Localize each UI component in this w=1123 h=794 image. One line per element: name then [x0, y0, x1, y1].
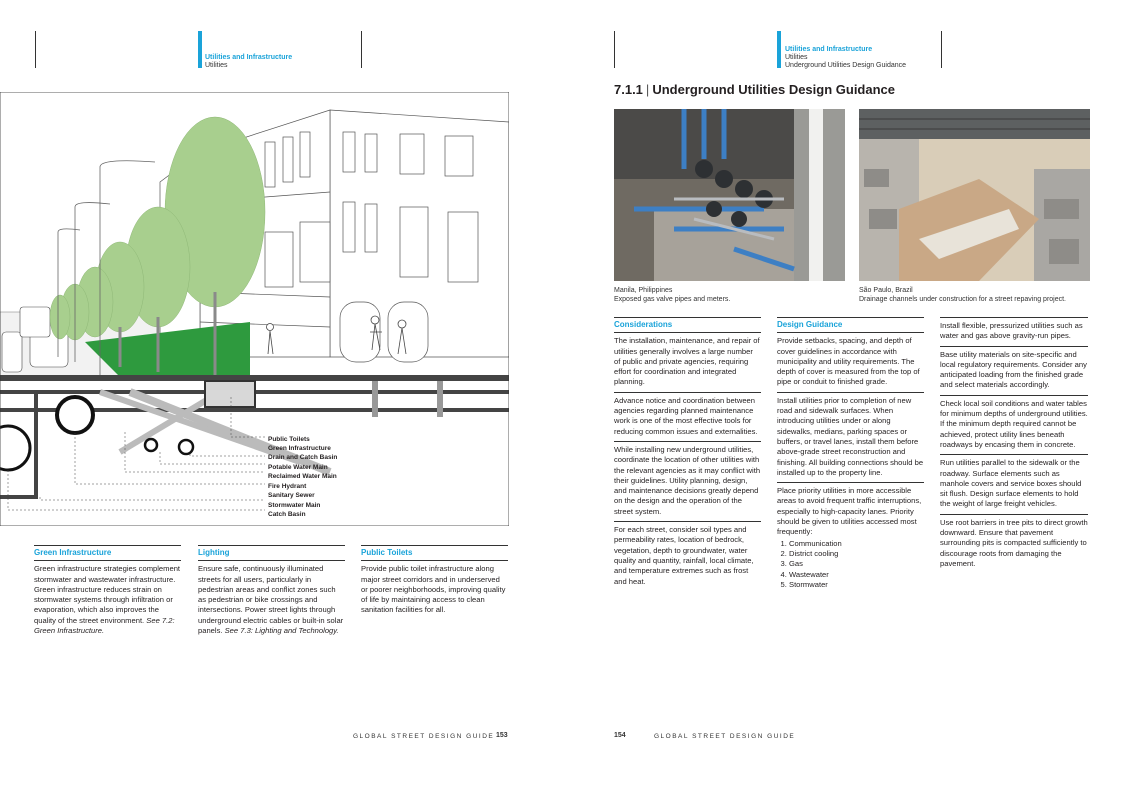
right-head-section: Utilities and Infrastructure [785, 46, 873, 53]
caption-location-sao-paulo: São Paulo, Brazil [859, 287, 913, 294]
guidance-paragraph: Install utilities prior to completion of new road and sidewalk surfaces. When introducing utilities under or along sidewalks, medians, parking spaces or buffers, or travel lanes, install them before above-grade street reconstruction and finishing. All building connections should be installed up to the property line. [777, 393, 924, 483]
legend-item-1: Green Infrastructure [268, 445, 331, 452]
guidance-paragraph: Use root barriers in tree pits to direct growth downward. Ensure that pavement surrounding pits is compacted sufficiently to discourage roots from damaging the pavement. [940, 517, 1088, 568]
text-public-toilets [361, 561, 508, 619]
left-head-subsection: Utilities [205, 62, 228, 69]
footer-left-text: GLOBAL STREET DESIGN GUIDE [353, 733, 495, 740]
body-lighting: Ensure safe, continuously illuminated streets for all users, particularly in pedestrian areas and conflict zones such as pedestrian or bike crossings and intersections. Power street lights through underground electric cables or built-in solar panels. [198, 564, 344, 636]
column-considerations [614, 317, 761, 591]
column-lighting [198, 545, 345, 640]
street-utilities-illustration [0, 92, 509, 526]
heading-lighting: Lighting [198, 545, 345, 561]
priority-utilities-list [777, 539, 924, 590]
considerations-paragraph: While installing new underground utilities, coordinate the location of other utilities with the relevant agencies as it may conflict with their guidelines. Utility planning, design, and maintenance decisions greatly depend on the design and the operation of the street system. [614, 442, 761, 522]
guidance-paragraph: Base utility materials on site-specific and local regulatory requirements. Consider any anticipated loading from the finished grade and select materials accordingly. [940, 347, 1088, 396]
legend-item-6: Sanitary Sewer [268, 492, 315, 499]
legend-item-2: Drain and Catch Basin [268, 454, 338, 461]
right-head-subsubsection: Underground Utilities Design Guidance [785, 62, 907, 69]
body-green-infrastructure: Green infrastructure strategies complement stormwater and wastewater infrastructure. Green infrastructure reduces strain on stormwater systems through infiltration or evaporation, which also improves the quality of the street environment. [34, 564, 181, 625]
heading-public-toilets: Public Toilets [361, 545, 508, 561]
legend-item-8: Catch Basin [268, 511, 306, 518]
photo-caption-manila [614, 286, 845, 304]
heading-green-infrastructure: Green Infrastructure [34, 545, 181, 561]
left-running-head [205, 54, 292, 70]
guidance-paragraph: Place priority utilities in more accessible areas to avoid frequent traffic interruptions, especially to high-capacity lanes. Priority should be given to utilities accessed most frequently: [777, 486, 922, 537]
guidance-paragraph: Run utilities parallel to the sidewalk or the roadway. Surface elements such as manhole covers and service boxes should sit flush. Design surface elements to hold the weight of large freight vehicles. [940, 455, 1088, 514]
header-accent-left [198, 31, 202, 68]
right-running-head [785, 46, 906, 70]
page-number-left: 153 [496, 732, 508, 739]
footer-right-text: GLOBAL STREET DESIGN GUIDE [654, 733, 796, 740]
considerations-paragraph: Advance notice and coordination between agencies regarding planned maintenance work is one of the most effective tools for reducing common issues and externalities. [614, 393, 761, 442]
list-item: 2. District cooling [789, 549, 924, 559]
guidance-paragraph: Install flexible, pressurized utilities such as water and gas above gravity-run pipes. [940, 317, 1088, 347]
considerations-paragraph: The installation, maintenance, and repair of utilities generally involves a large number of public and private agencies, requiring effort for coordination and integrated planning. [614, 333, 761, 392]
heading-design-guidance: Design Guidance [777, 317, 924, 333]
guidance-paragraph: Check local soil conditions and water tables for minimum depths of underground utilities. If the minimum depth required cannot be achieved, protect utility lines beneath roadways by encasing them in concrete. [940, 396, 1088, 455]
list-item: 4. Wastewater [789, 570, 924, 580]
guidance-paragraph: Provide setbacks, spacing, and depth of cover guidelines in accordance with municipality and utility requirements. The depth of cover is measured from the top of pipe or conduit to finished grade. [777, 333, 924, 392]
legend-item-3: Potable Water Main [268, 464, 328, 471]
legend-item-7: Stormwater Main [268, 502, 321, 509]
text-green-infrastructure [34, 561, 181, 640]
section-title: 7.1.1 | Underground Utilities Design Guidance [614, 82, 896, 97]
list-item: 3. Gas [789, 559, 924, 569]
photo-sao-paulo [859, 109, 1090, 281]
caption-text-manila: Exposed gas valve pipes and meters. [614, 296, 731, 303]
right-head-subsection: Utilities [785, 54, 808, 61]
header-rule-right-1 [614, 31, 615, 68]
ref-green-infrastructure: See 7.2: Green Infrastructure. [34, 615, 175, 636]
header-rule-right-2 [941, 31, 942, 68]
header-accent-right [777, 31, 781, 68]
header-rule-left-1 [35, 31, 36, 68]
section-number: 7.1.1 [614, 82, 643, 97]
heading-considerations: Considerations [614, 317, 761, 333]
photo-manila [614, 109, 845, 281]
catch-basin [205, 381, 255, 407]
column-green-infrastructure [34, 545, 181, 640]
photo-caption-sao-paulo [859, 286, 1099, 304]
list-item: 5. Stormwater [789, 580, 924, 590]
body-public-toilets: Provide public toilet infrastructure along major street corridors and in underserved or poorer neighborhoods, improving quality of life by maintaining access to clean sanitation facilities for all. [361, 564, 506, 615]
legend-item-4: Reclaimed Water Main [268, 473, 337, 480]
header-rule-left-2 [361, 31, 362, 68]
considerations-paragraph: For each street, consider soil types and permeability rates, location of bedrock, vegetation, depth to groundwater, water quality and quantity, rainfall, local climate, and temperature extremes such as frost and heat. [614, 525, 754, 586]
caption-location-manila: Manila, Philippines [614, 287, 673, 294]
ref-lighting: See 7.3: Lighting and Technology. [224, 626, 339, 636]
section-title-text: Underground Utilities Design Guidance [652, 82, 896, 97]
column-design-guidance-continued [940, 317, 1088, 573]
left-head-section: Utilities and Infrastructure [205, 54, 293, 61]
list-item: 1. Communication [789, 539, 924, 549]
text-lighting [198, 561, 345, 640]
page-number-right: 154 [614, 732, 626, 739]
column-public-toilets [361, 545, 508, 620]
column-design-guidance [777, 317, 924, 590]
caption-text-sao-paulo: Drainage channels under construction for a street repaving project. [859, 296, 1067, 303]
legend-item-0: Public Toilets [268, 436, 310, 443]
legend-item-5: Fire Hydrant [268, 483, 307, 490]
